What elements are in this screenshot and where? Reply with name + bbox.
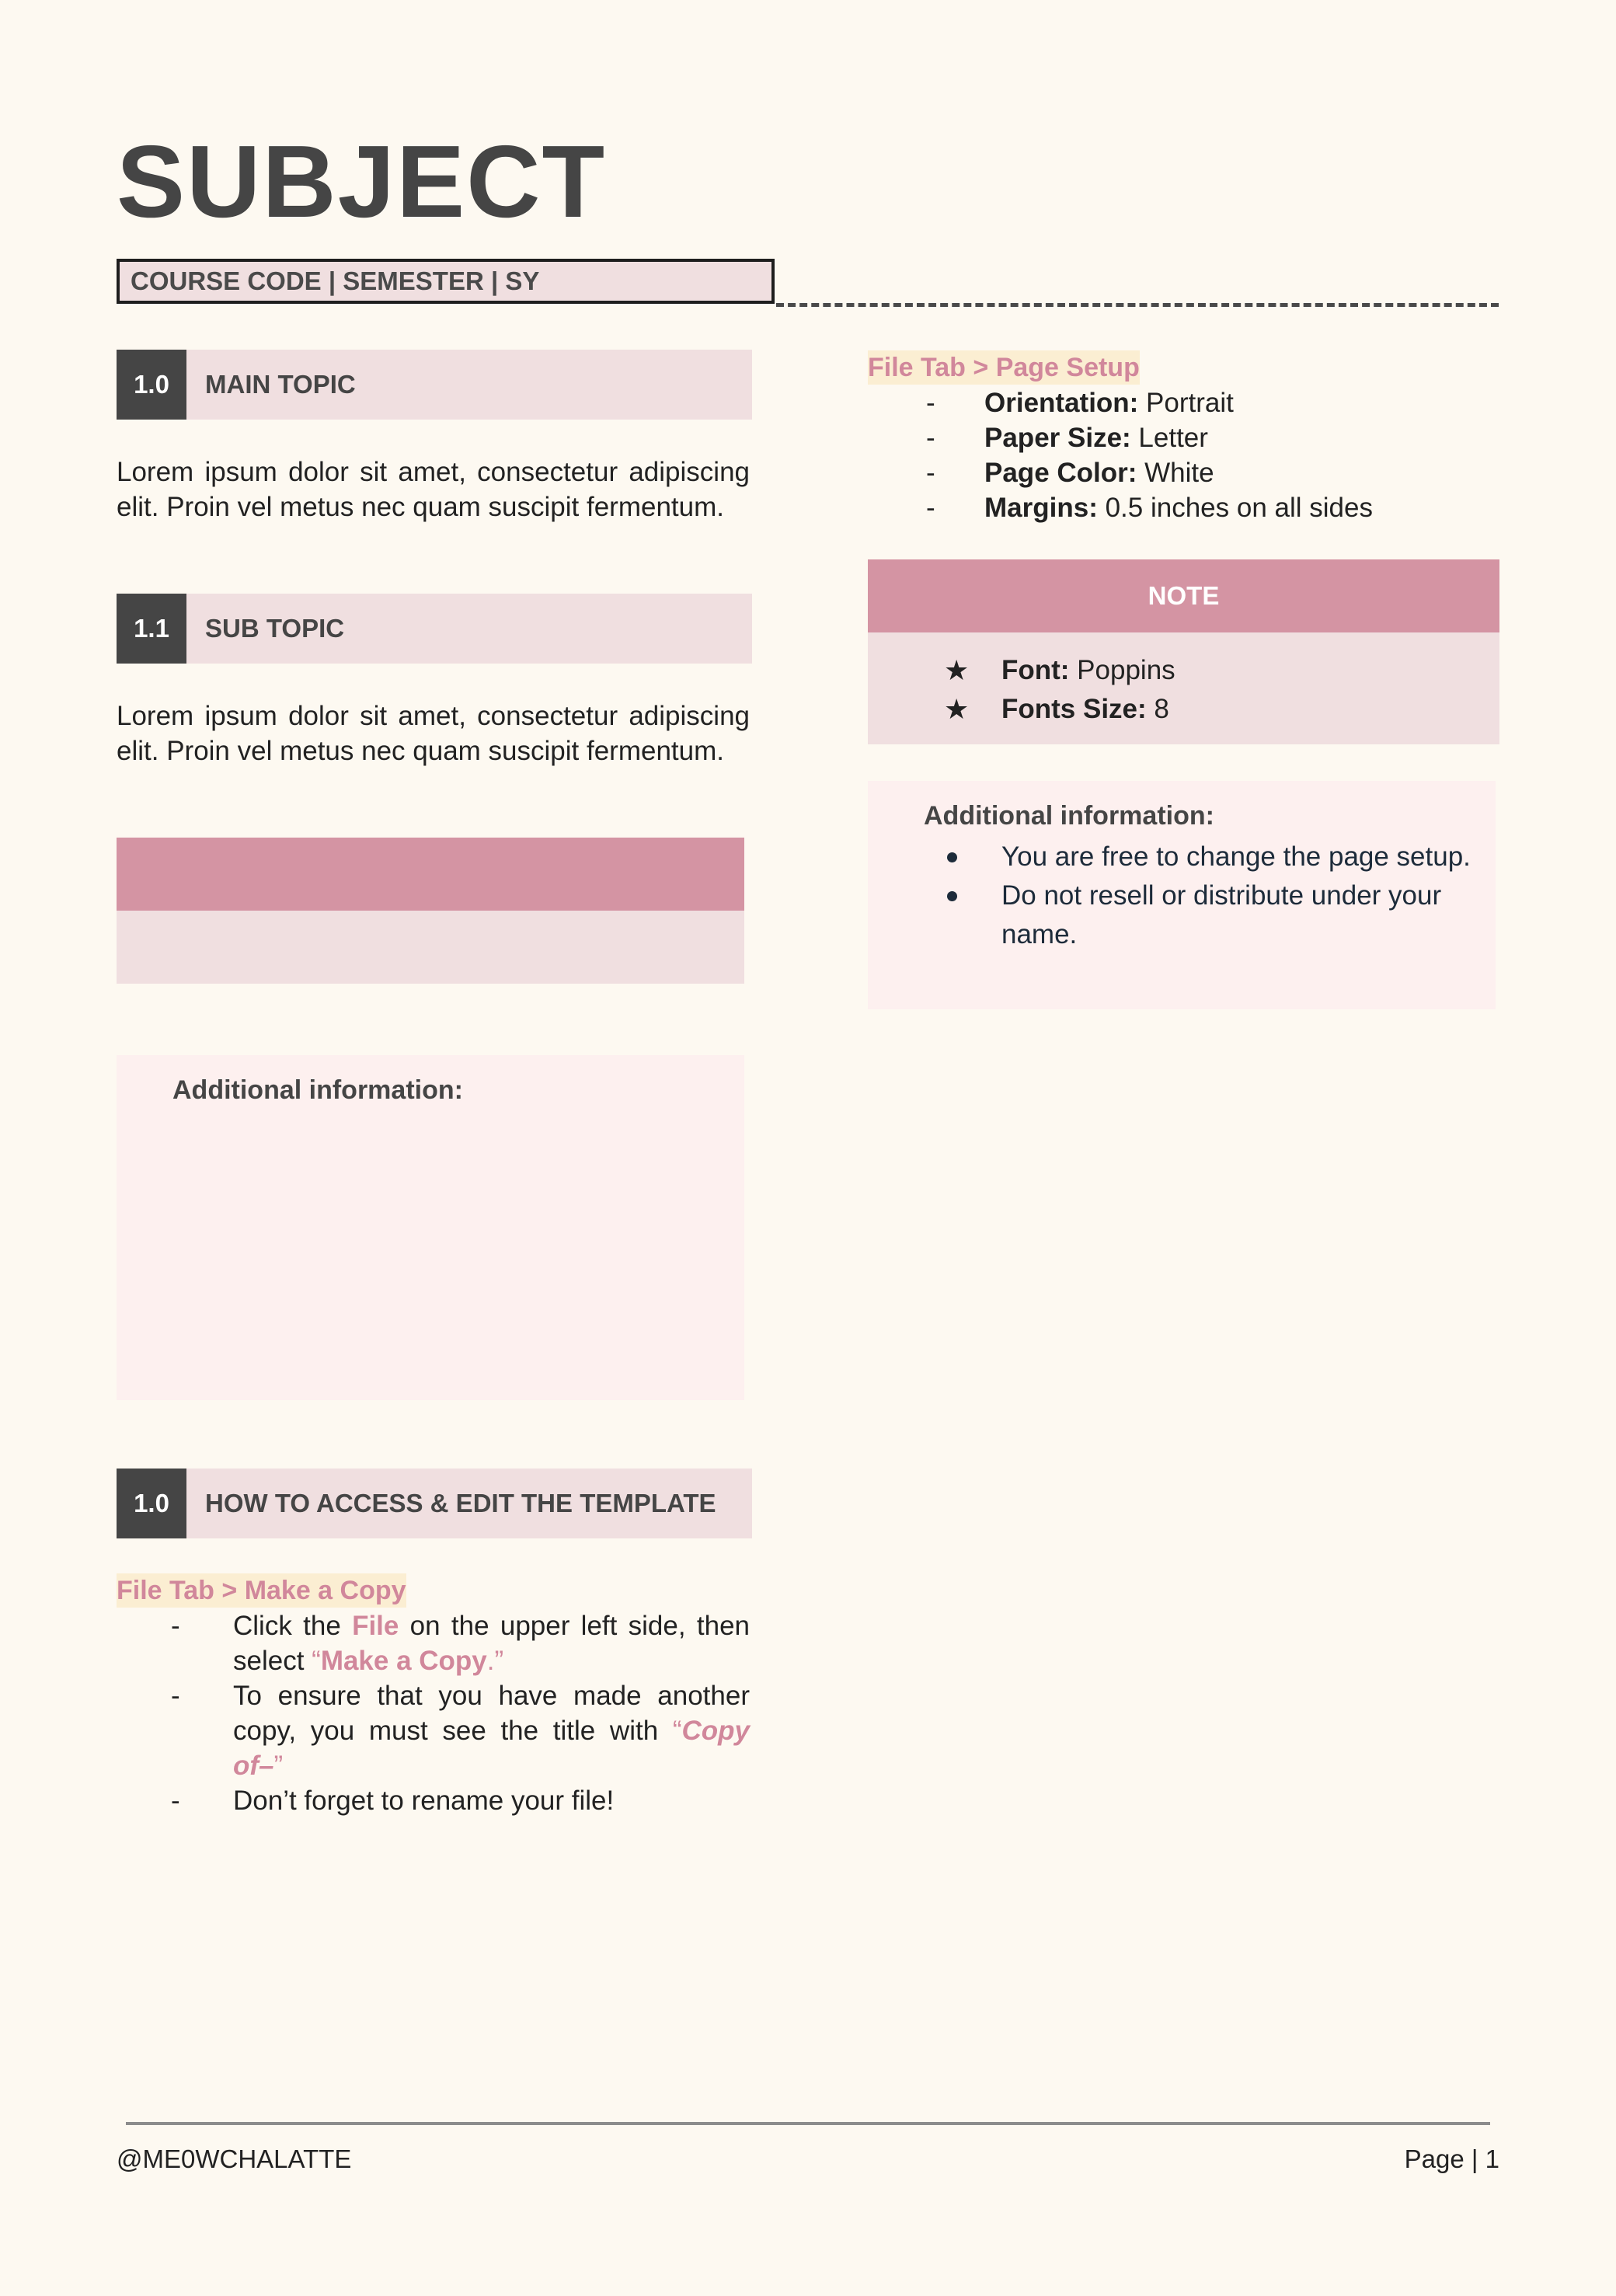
footer-handle: @ME0WCHALATTE bbox=[117, 2144, 352, 2173]
section-number: 1.1 bbox=[117, 594, 186, 664]
main-topic-paragraph: Lorem ipsum dolor sit amet, consectetur adipiscing elit. Proin vel metus nec quam suscipit fermentum. bbox=[117, 457, 750, 522]
bullet-icon bbox=[947, 891, 957, 901]
bullet-icon bbox=[947, 852, 957, 862]
list-item: - Don’t forget to rename your file! bbox=[233, 1783, 750, 1818]
dashed-divider bbox=[776, 303, 1499, 307]
dash-marker: - bbox=[171, 1611, 180, 1641]
section-title: HOW TO ACCESS & EDIT THE TEMPLATE bbox=[205, 1489, 716, 1517]
file-keyword: File bbox=[352, 1611, 399, 1641]
page-setup-heading: File Tab > Page Setup bbox=[868, 350, 1140, 385]
dash-marker: - bbox=[171, 1786, 180, 1816]
section-title: MAIN TOPIC bbox=[205, 370, 356, 399]
table-header-row bbox=[117, 838, 744, 911]
list-item: Do not resell or distribute under your name. bbox=[1001, 876, 1483, 954]
note-header: NOTE bbox=[868, 559, 1499, 632]
sub-topic-paragraph: Lorem ipsum dolor sit amet, consectetur adipiscing elit. Proin vel metus nec quam suscipit fermentum. bbox=[117, 701, 750, 766]
section-number: 1.0 bbox=[117, 350, 186, 420]
list-item: You are free to change the page setup. bbox=[1001, 838, 1483, 876]
section-header-main bbox=[117, 350, 752, 420]
note-item-size: ★ Fonts Size: 8 bbox=[944, 693, 1169, 725]
page-number: Page | 1 bbox=[1404, 2144, 1499, 2173]
right-additional-info-box bbox=[868, 781, 1496, 1009]
section-number: 1.0 bbox=[117, 1469, 186, 1538]
star-icon: ★ bbox=[944, 693, 970, 725]
additional-info-label: Additional information: bbox=[172, 1075, 463, 1105]
list-item: - Margins: 0.5 inches on all sides bbox=[926, 493, 1373, 523]
table-body-row bbox=[117, 911, 744, 984]
additional-info-label: Additional information: bbox=[924, 801, 1214, 831]
additional-info-list bbox=[1001, 838, 1483, 954]
note-body bbox=[868, 632, 1499, 744]
list-item: - Orientation: Portrait bbox=[926, 388, 1234, 418]
section-title: SUB TOPIC bbox=[205, 614, 345, 643]
copy-of-keyword: Copy of– bbox=[233, 1716, 750, 1781]
course-info-box: COURSE CODE | SEMESTER | SY bbox=[117, 259, 775, 304]
footer-divider bbox=[126, 2122, 1490, 2125]
page-setup-list bbox=[926, 385, 1497, 525]
list-item: - Paper Size: Letter bbox=[926, 423, 1208, 453]
list-item: - To ensure that you have made another copy, you must see the title with “Copy of–” bbox=[233, 1678, 750, 1783]
additional-info-box bbox=[117, 1055, 744, 1400]
list-item: - Click the File on the upper left side, then select “Make a Copy.” bbox=[233, 1608, 750, 1678]
empty-pink-table bbox=[117, 838, 744, 984]
make-copy-heading: File Tab > Make a Copy bbox=[117, 1573, 406, 1608]
make-copy-list bbox=[171, 1608, 750, 1818]
list-item: - Page Color: White bbox=[926, 458, 1214, 488]
section-header-sub bbox=[117, 594, 752, 664]
dash-marker: - bbox=[171, 1681, 180, 1711]
note-item-font: ★ Font: Poppins bbox=[944, 654, 1175, 686]
page-title: SUBJECT bbox=[117, 124, 607, 239]
make-copy-keyword: Make a Copy bbox=[320, 1646, 487, 1676]
section-header-howto bbox=[117, 1469, 752, 1538]
star-icon: ★ bbox=[944, 654, 970, 686]
